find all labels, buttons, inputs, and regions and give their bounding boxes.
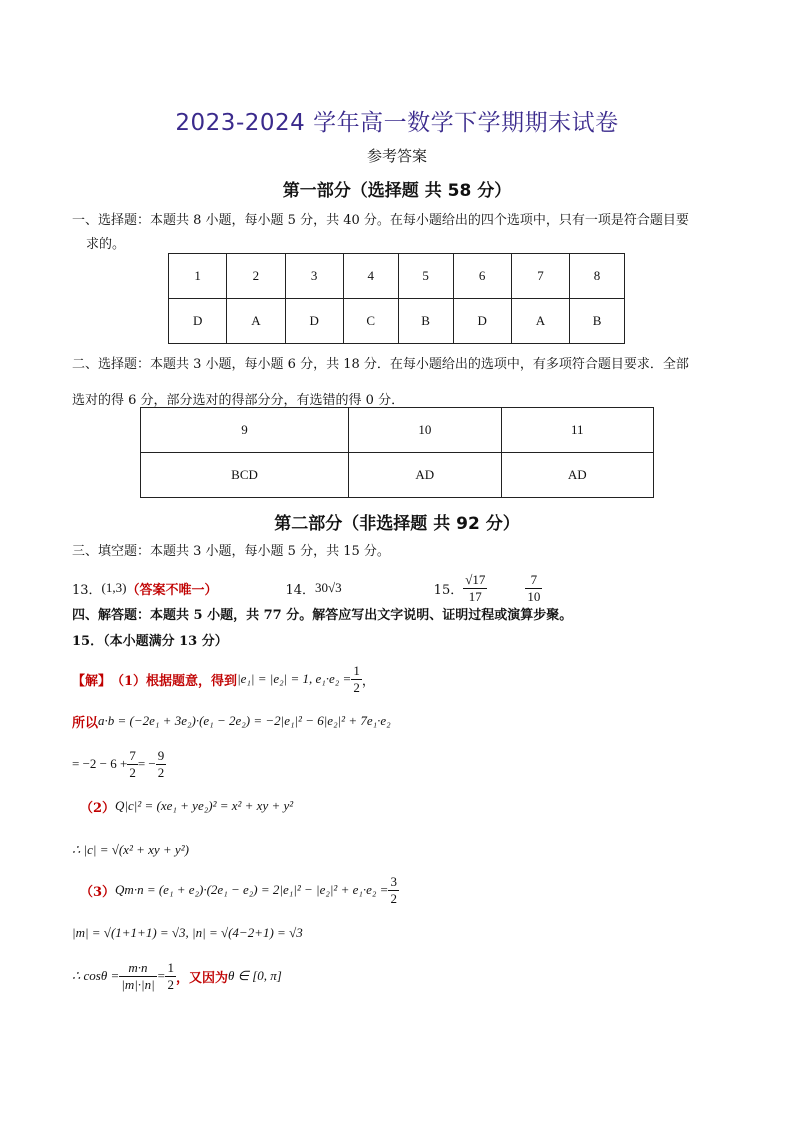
solution-step-8-red-text: ，又因为 <box>175 970 228 986</box>
solution-line-3 <box>72 748 166 780</box>
answer-table-2 <box>140 407 654 498</box>
q15-fraction-2 <box>525 572 542 605</box>
part1-heading: 第一部分（选择题 共 58 分） <box>282 181 512 201</box>
table-cell: D <box>453 299 511 344</box>
fill-in-answers <box>72 571 542 605</box>
solution-line-8 <box>72 958 282 994</box>
table-cell: 11 <box>501 408 653 453</box>
fraction-denominator: |m|·|n| <box>121 976 155 992</box>
table-cell: C <box>343 299 398 344</box>
solution-tag: 【解】 <box>72 673 112 689</box>
fraction-denominator: 2 <box>390 890 397 906</box>
solution-step-6-fraction <box>388 874 399 907</box>
solution-line-1 <box>72 664 375 694</box>
solution-step-8-fraction-1 <box>119 960 156 993</box>
answer-table-2-number-row <box>141 408 654 453</box>
part2-heading: 第二部分（非选择题 共 92 分） <box>274 514 520 534</box>
solution-step-3-fraction-1 <box>127 748 138 781</box>
solution-line-6 <box>80 874 399 906</box>
table-cell: 6 <box>453 254 511 299</box>
q13-label: 13． <box>72 582 102 598</box>
section4-instructions: 四、解答题：本题共 5 小题，共 77 分。解答应写出文字说明、证明过程或演算步聚。 <box>72 608 573 623</box>
fraction-numerator: 7 <box>525 572 542 589</box>
solution-step-8-end: θ ∈ [0, π] <box>228 968 282 983</box>
answer-table-1-answer-row <box>169 299 625 344</box>
table-cell: 9 <box>141 408 349 453</box>
q15-heading: 15．（本小题满分 13 分） <box>72 634 228 649</box>
table-cell: 5 <box>398 254 453 299</box>
solution-step-1-end: ， <box>361 673 375 689</box>
answer-table-2-answer-row <box>141 453 654 498</box>
table-cell: A <box>511 299 569 344</box>
solution-line-5 <box>72 838 189 862</box>
document-title: 2023-2024 学年高一数学下学期期末试卷 <box>175 110 619 136</box>
fraction-denominator: 10 <box>527 588 541 604</box>
table-cell: 8 <box>570 254 625 299</box>
fraction-numerator: m·n <box>119 960 156 977</box>
table-cell: B <box>398 299 453 344</box>
table-cell: 3 <box>285 254 343 299</box>
solution-step-7-math: |m| = √(1+1+1) = √3, |n| = √(4−2+1) = √3 <box>72 925 303 940</box>
solution-step-4-math: Q|c|² = (xe₁ + ye₂)² = x² + xy + y² <box>115 798 294 813</box>
fraction-denominator: 17 <box>468 588 482 604</box>
solution-part-2-tag: （2） <box>80 800 116 816</box>
table-cell: 7 <box>511 254 569 299</box>
fraction-denominator: 2 <box>157 764 165 780</box>
solution-step-3-mid: = − <box>137 756 156 771</box>
fraction-numerator: 1 <box>167 959 174 975</box>
solution-step-2-text: 所以 <box>72 715 99 731</box>
table-cell: AD <box>349 453 501 498</box>
q13-note: （答案不唯一） <box>126 582 218 598</box>
section1-line1: 一、选择题：本题共 8 小题，每小题 5 分，共 40 分。在每小题给出的四个选项中，只有一项是符合题目要 <box>72 213 689 228</box>
section1-line2: 求的。 <box>86 237 126 252</box>
table-cell: AD <box>501 453 653 498</box>
solution-line-4 <box>80 793 293 819</box>
table-cell: D <box>169 299 227 344</box>
table-cell: B <box>570 299 625 344</box>
solution-step-8-math: ∴ cosθ = <box>72 968 120 983</box>
solution-step-5-math: ∴ |c| = √(x² + xy + y²) <box>72 842 189 857</box>
solution-part-3-tag: （3） <box>80 884 116 900</box>
solution-line-7 <box>72 921 303 945</box>
solution-step-1-fraction <box>351 663 362 696</box>
table-cell: 4 <box>343 254 398 299</box>
table-cell: A <box>227 299 285 344</box>
solution-step-8-mid: = <box>156 968 166 983</box>
table-cell: D <box>285 299 343 344</box>
table-cell: 10 <box>349 408 501 453</box>
answer-table-1-number-row <box>169 254 625 299</box>
solution-step-1-math: |e₁| = |e₂| = 1, e₁·e₂ = <box>237 671 352 686</box>
fraction-denominator: 2 <box>129 764 136 780</box>
document-subtitle: 参考答案 <box>366 147 427 165</box>
solution-line-2 <box>72 708 391 734</box>
solution-step-2-math: a·b = (−2e₁ + 3e₂)·(e₁ − 2e₂) = −2|e₁|² − 6|e₂|² + 7e₁·e₂ <box>98 713 391 728</box>
answer-table-1 <box>168 253 625 344</box>
solution-step-3-math: = −2 − 6 + <box>72 756 128 771</box>
table-cell: 1 <box>169 254 227 299</box>
fraction-numerator: 9 <box>157 747 165 763</box>
q15-fraction-1 <box>463 572 487 605</box>
section2-line2: 选对的得 6 分，部分选对的得部分分，有选错的得 0 分． <box>72 393 405 408</box>
solution-step-8-fraction-2 <box>165 960 176 993</box>
section2-line1: 二、选择题：本题共 3 小题，每小题 6 分，共 18 分．在每小题给出的选项中，有多项符合题目要求．全部 <box>72 357 689 372</box>
q15-label: 15． <box>433 582 464 598</box>
fraction-numerator: √17 <box>465 571 486 587</box>
q14-label: 14． <box>285 582 316 598</box>
q14-value: 30√3 <box>315 580 342 595</box>
table-cell: 2 <box>227 254 285 299</box>
fraction-numerator: 1 <box>353 662 360 678</box>
solution-step-3-fraction-2 <box>156 748 167 781</box>
fraction-numerator: 3 <box>390 873 397 889</box>
section1-instructions <box>72 209 732 257</box>
table-cell: BCD <box>141 453 349 498</box>
solution-step-1-text: （1）根据题意，得到 <box>111 673 238 689</box>
fraction-denominator: 2 <box>353 679 360 695</box>
fraction-numerator: 7 <box>129 747 136 763</box>
fraction-denominator: 2 <box>167 976 174 992</box>
q13-value: (1,3) <box>101 580 127 595</box>
section3-instructions: 三、填空题：本题共 3 小题，每小题 5 分，共 15 分。 <box>72 544 390 559</box>
solution-step-6-math: Qm·n = (e₁ + e₂)·(2e₁ − e₂) = 2|e₁|² − |e₂|² + e₁·e₂ = <box>115 882 389 897</box>
